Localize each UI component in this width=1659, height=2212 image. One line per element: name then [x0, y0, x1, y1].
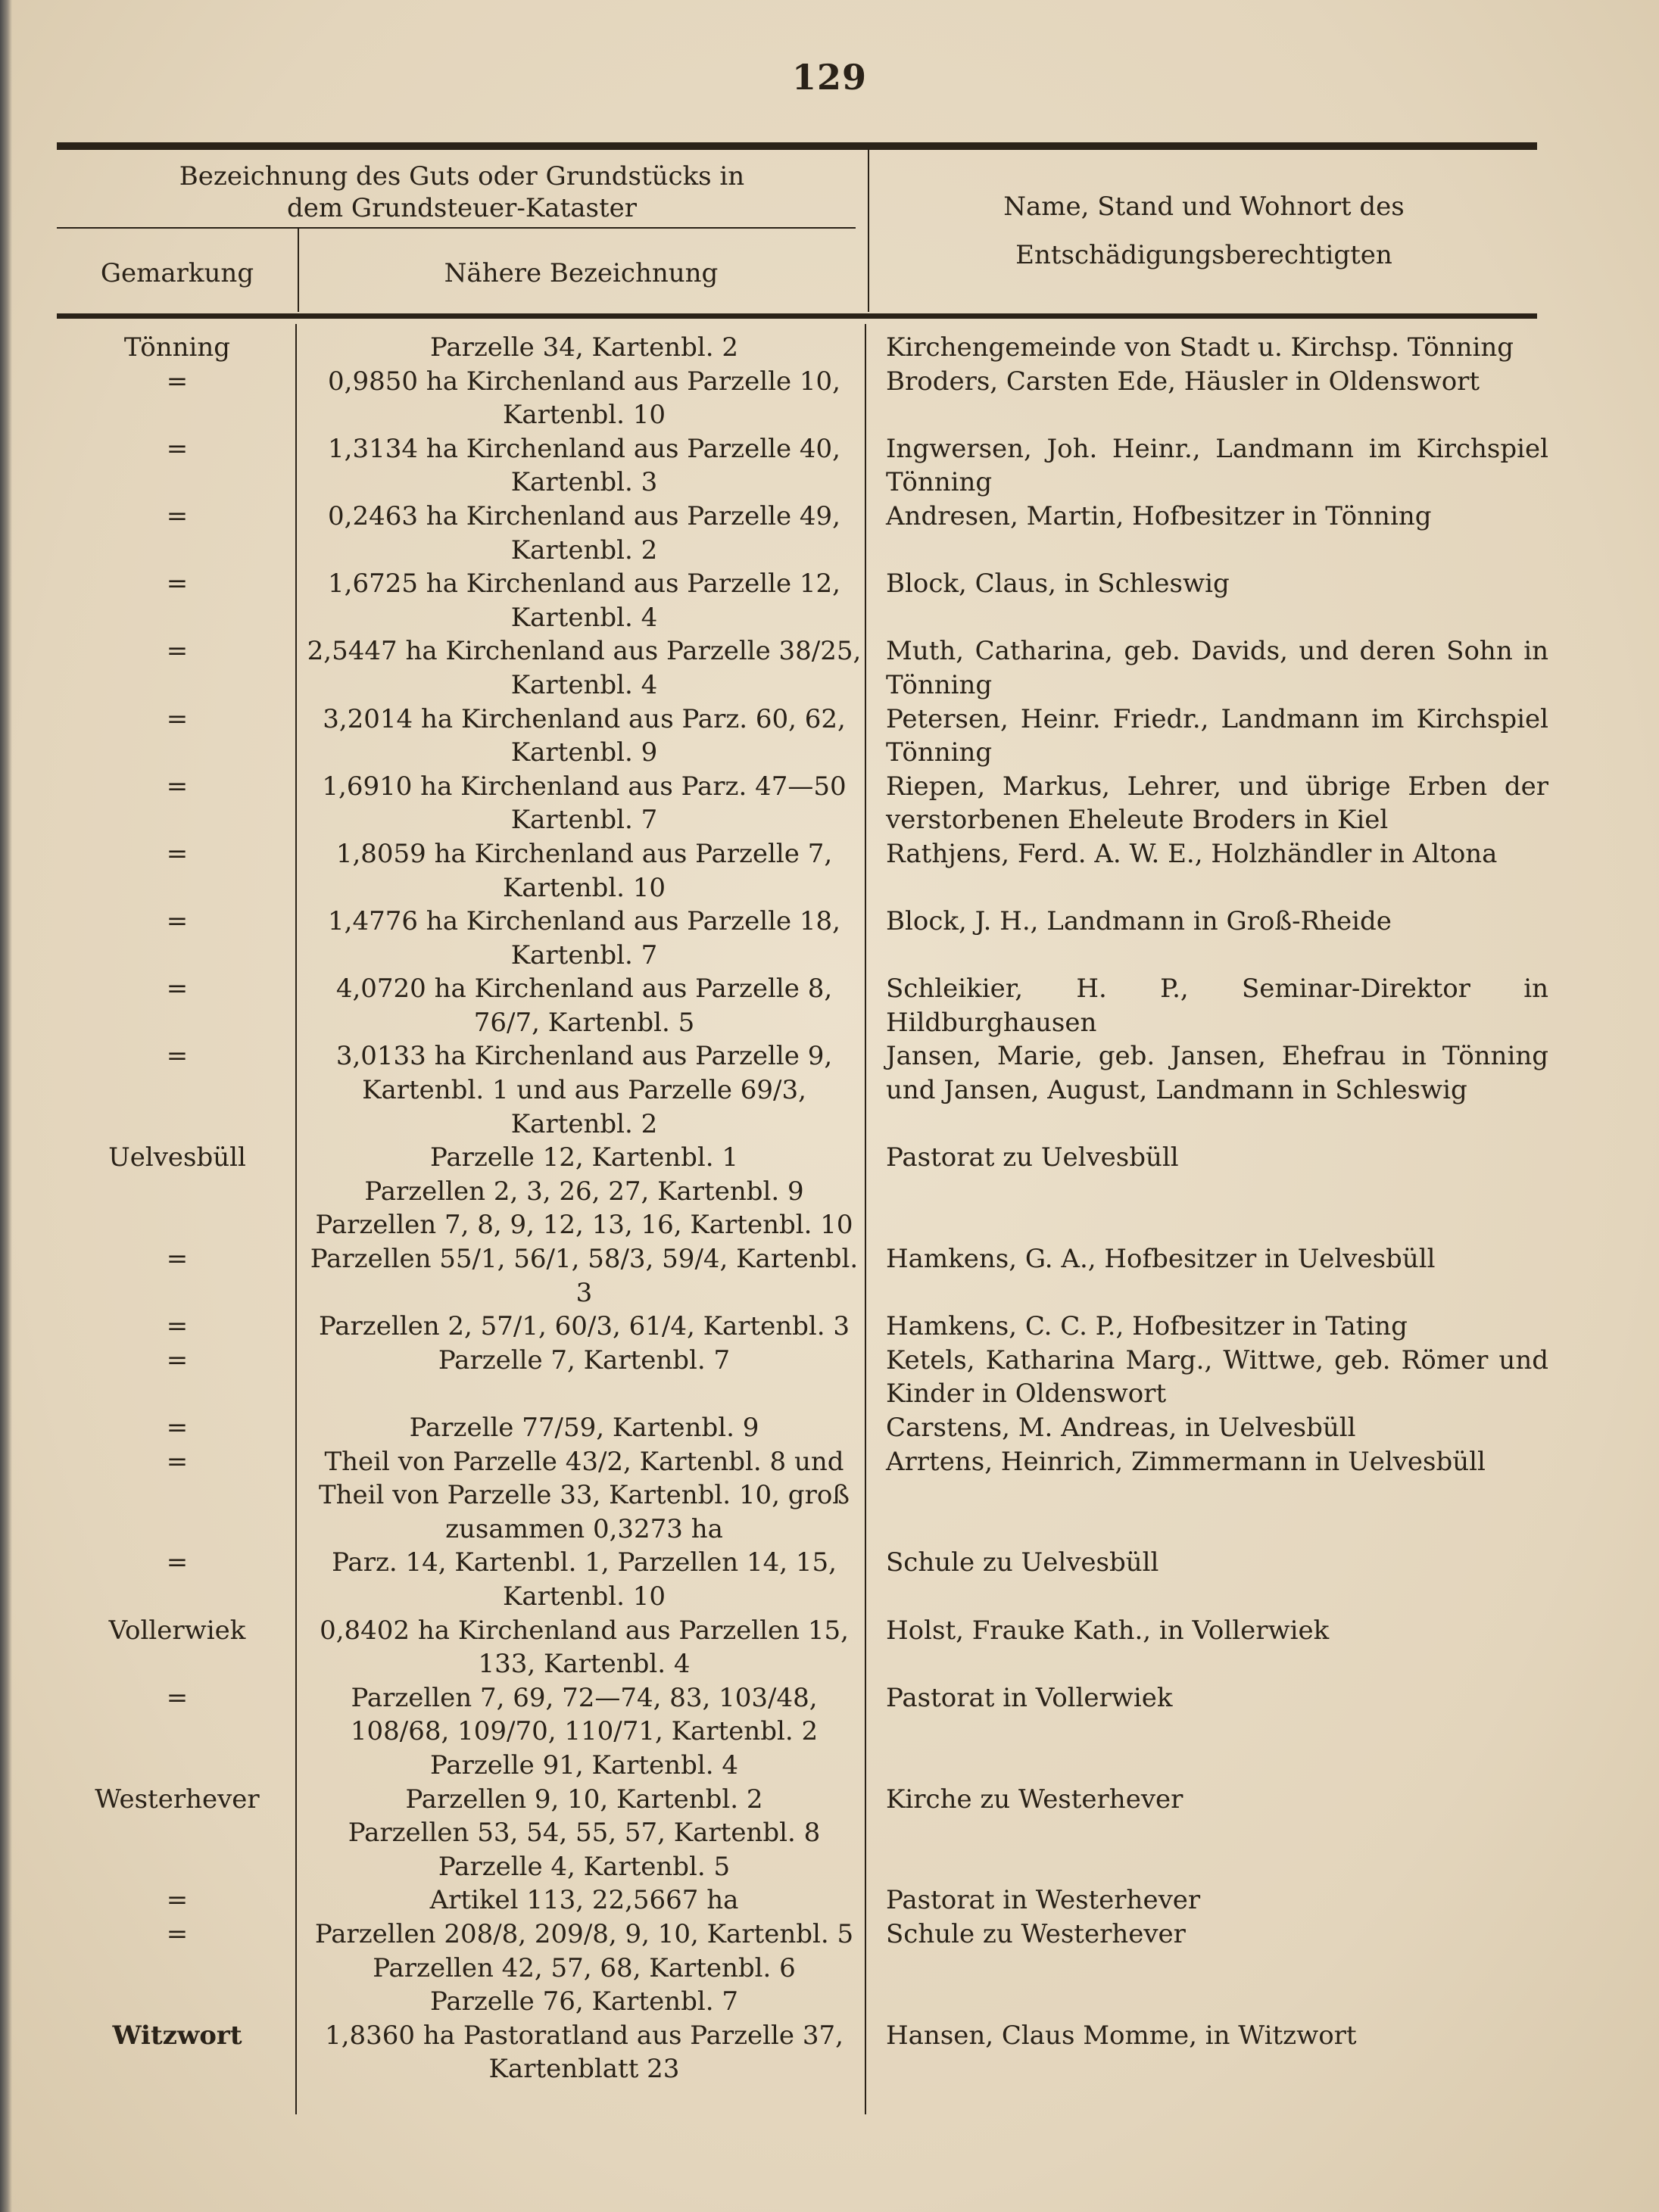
bezeichnung-cell: 0,8402 ha Kirchenland aus Parzellen 15, 133, Kartenbl. 4 — [320, 1615, 849, 1680]
name-cell: Block, Claus, in Schleswig — [886, 569, 1230, 600]
bezeichnung-cell: Parzellen 2, 3, 26, 27, Kartenbl. 9 — [364, 1176, 804, 1207]
gemarkung-cell: Vollerwiek — [108, 1615, 246, 1646]
table-row — [57, 634, 1548, 702]
table-row — [57, 432, 1548, 500]
header-group-title-line1: Bezeichnung des Guts oder Grundstücks in — [179, 161, 745, 192]
table-row — [57, 1242, 1548, 1310]
table-row — [57, 1952, 1548, 1986]
bezeichnung-cell: Parzelle 12, Kartenbl. 1 — [430, 1142, 738, 1173]
header-gemarkung: Gemarkung — [100, 258, 254, 288]
bezeichnung-cell: Parzelle 34, Kartenbl. 2 — [430, 332, 738, 363]
gemarkung-cell: = — [166, 1244, 189, 1275]
bezeichnung-cell: Parzelle 7, Kartenbl. 7 — [438, 1344, 731, 1375]
header-name-line1: Name, Stand und Wohnort des — [1003, 192, 1405, 222]
gemarkung-cell: = — [166, 636, 189, 667]
bezeichnung-cell: Parzellen 7, 69, 72—74, 83, 103/48, 108/68, 109/70, 110/71, Kartenbl. 2 — [350, 1682, 819, 1747]
bezeichnung-cell: 4,0720 ha Kirchenland aus Parzelle 8, 76/7, Kartenbl. 5 — [335, 974, 833, 1038]
name-cell: Kirchengemeinde von Stadt u. Kirchsp. Tönning — [886, 332, 1514, 363]
gemarkung-cell: = — [166, 1041, 189, 1072]
bezeichnung-cell: 1,6725 ha Kirchenland aus Parzelle 12, Kartenbl. 4 — [328, 569, 840, 633]
table-row — [57, 703, 1548, 770]
bezeichnung-cell: 1,6910 ha Kirchenland aus Parz. 47—50 Kartenbl. 7 — [322, 771, 847, 836]
name-cell: Pastorat in Westerhever — [886, 1885, 1201, 1916]
table-row — [57, 1816, 1548, 1850]
bezeichnung-cell: Parzelle 76, Kartenbl. 7 — [430, 1986, 738, 2017]
gemarkung-cell: Westerhever — [95, 1784, 260, 1815]
table-row — [57, 1918, 1548, 1952]
gemarkung-cell: = — [166, 1344, 189, 1375]
gemarkung-cell: = — [166, 500, 189, 531]
top-rule — [57, 142, 1537, 150]
table-row — [57, 1039, 1548, 1141]
name-cell: Block, J. H., Landmann in Groß-Rheide — [886, 906, 1392, 937]
table-row — [57, 1883, 1548, 1918]
name-cell: Pastorat in Vollerwiek — [886, 1682, 1173, 1713]
gemarkung-cell: = — [166, 1885, 189, 1916]
gemarkung-cell: Tönning — [123, 332, 231, 363]
bezeichnung-cell: Parzellen 9, 10, Kartenbl. 2 — [405, 1784, 763, 1815]
table-row — [57, 1310, 1548, 1344]
bezeichnung-cell: 1,4776 ha Kirchenland aus Parzelle 18, Kartenbl. 7 — [328, 906, 840, 970]
name-cell: Holst, Frauke Kath., in Vollerwiek — [886, 1615, 1330, 1646]
bezeichnung-cell: Parzelle 91, Kartenbl. 4 — [430, 1749, 738, 1781]
gemarkung-cell: = — [166, 569, 189, 600]
bezeichnung-cell: Parzellen 55/1, 56/1, 58/3, 59/4, Kartenbl. 3 — [310, 1244, 859, 1308]
table-row — [57, 1445, 1548, 1547]
table-row — [57, 567, 1548, 634]
gemarkung-cell: = — [166, 1547, 189, 1578]
gemarkung-cell: = — [166, 1311, 189, 1342]
bezeichnung-cell: Parzellen 42, 57, 68, Kartenbl. 6 — [373, 1952, 796, 1983]
bezeichnung-cell: 1,8059 ha Kirchenland aus Parzelle 7, Kartenbl. 10 — [335, 838, 833, 903]
name-cell: Carstens, M. Andreas, in Uelvesbüll — [886, 1413, 1356, 1443]
header-bottom-rule — [57, 313, 1537, 319]
table-row — [57, 972, 1548, 1039]
bezeichnung-cell: Parzellen 7, 8, 9, 12, 13, 16, Kartenbl. 10 — [315, 1210, 853, 1241]
table-row — [57, 1614, 1548, 1681]
table-row — [57, 2019, 1548, 2086]
bezeichnung-cell: Parz. 14, Kartenbl. 1, Parzellen 14, 15, Kartenbl. 10 — [332, 1547, 837, 1612]
name-cell: Hansen, Claus Momme, in Witzwort — [886, 2020, 1357, 2051]
bezeichnung-cell: 2,5447 ha Kirchenland aus Parzelle 38/25, Kartenbl. 4 — [307, 636, 862, 700]
bezeichnung-cell: Parzelle 4, Kartenbl. 5 — [438, 1851, 731, 1882]
table-row — [57, 1141, 1548, 1175]
gemarkung-cell: Uelvesbüll — [108, 1142, 246, 1173]
table-row — [57, 1344, 1548, 1411]
name-cell: Schleikier, H. P., Seminar-Direktor in Hildburghausen — [886, 974, 1548, 1038]
name-cell: Riepen, Markus, Lehrer, und übrige Erben der verstorbenen Eheleute Broders in Kiel — [886, 771, 1548, 836]
name-cell: Rathjens, Ferd. A. W. E., Holzhändler in Altona — [886, 838, 1498, 869]
gemarkung-cell: = — [166, 906, 189, 937]
header-divider-1 — [298, 229, 299, 312]
name-cell: Ketels, Katharina Marg., Wittwe, geb. Römer und Kinder in Oldenswort — [886, 1344, 1548, 1410]
name-cell: Kirche zu Westerhever — [886, 1784, 1183, 1815]
bezeichnung-cell: 1,8360 ha Pastoratland aus Parzelle 37, Kartenblatt 23 — [325, 2020, 844, 2085]
table-row — [57, 1681, 1548, 1749]
table-row — [57, 365, 1548, 432]
table-row — [57, 1175, 1548, 1209]
bezeichnung-cell: 3,0133 ha Kirchenland aus Parzelle 9, Kartenbl. 1 und aus Parzelle 69/3, Kartenbl. 2 — [335, 1041, 833, 1139]
table-row — [57, 1546, 1548, 1613]
table-row — [57, 1411, 1548, 1445]
name-cell: Schule zu Uelvesbüll — [886, 1547, 1159, 1578]
table-row — [57, 1208, 1548, 1242]
bezeichnung-cell: Parzellen 2, 57/1, 60/3, 61/4, Kartenbl. 3 — [318, 1311, 850, 1342]
gemarkung-cell: Witzwort — [112, 2020, 242, 2051]
name-cell: Pastorat zu Uelvesbüll — [886, 1142, 1179, 1173]
table-row — [57, 905, 1548, 972]
page-number: 129 — [791, 57, 868, 98]
bezeichnung-cell: Parzelle 77/59, Kartenbl. 9 — [409, 1413, 759, 1443]
name-cell: Ingwersen, Joh. Heinr., Landmann im Kirchspiel Tönning — [886, 433, 1548, 498]
name-cell: Hamkens, G. A., Hofbesitzer in Uelvesbüll — [886, 1244, 1436, 1275]
name-cell: Schule zu Westerhever — [886, 1918, 1186, 1949]
bezeichnung-cell: Parzellen 208/8, 209/8, 9, 10, Kartenbl. 5 — [314, 1918, 854, 1949]
bezeichnung-cell: Parzellen 53, 54, 55, 57, Kartenbl. 8 — [348, 1818, 821, 1849]
gemarkung-cell: = — [166, 1413, 189, 1443]
table-row — [57, 500, 1548, 567]
table-row — [57, 837, 1548, 905]
bezeichnung-cell: 0,2463 ha Kirchenland aus Parzelle 49, Kartenbl. 2 — [328, 500, 840, 565]
bezeichnung-cell: Artikel 113, 22,5667 ha — [429, 1885, 739, 1916]
table-row — [57, 770, 1548, 837]
gemarkung-cell: = — [166, 974, 189, 1005]
name-cell: Jansen, Marie, geb. Jansen, Ehefrau in Tönning und Jansen, August, Landmann in Schleswig — [886, 1041, 1548, 1106]
table-row — [57, 331, 1548, 365]
gemarkung-cell: = — [166, 1682, 189, 1713]
bezeichnung-cell: 1,3134 ha Kirchenland aus Parzelle 40, Kartenbl. 3 — [328, 433, 840, 498]
gemarkung-cell: = — [166, 433, 189, 464]
name-cell: Arrtens, Heinrich, Zimmermann in Uelvesbüll — [886, 1446, 1486, 1477]
table-row — [57, 1850, 1548, 1884]
name-cell: Petersen, Heinr. Friedr., Landmann im Kirchspiel Tönning — [886, 703, 1548, 768]
name-cell: Hamkens, C. C. P., Hofbesitzer in Tating — [886, 1311, 1408, 1342]
table-row — [57, 1783, 1548, 1817]
entries-table — [57, 331, 1548, 2086]
gemarkung-cell: = — [166, 703, 189, 734]
header-group-title-line2: dem Grundsteuer-Kataster — [287, 193, 637, 223]
gemarkung-cell: = — [166, 771, 189, 802]
header-group-underline — [57, 227, 856, 229]
name-cell: Broders, Carsten Ede, Häusler in Oldenswort — [886, 366, 1480, 397]
bezeichnung-cell: 0,9850 ha Kirchenland aus Parzelle 10, Kartenbl. 10 — [328, 366, 840, 431]
bezeichnung-cell: 3,2014 ha Kirchenland aus Parz. 60, 62, Kartenbl. 9 — [323, 703, 846, 768]
header-name-line2: Entschädigungsberechtigten — [1015, 240, 1392, 270]
name-cell: Andresen, Martin, Hofbesitzer in Tönning — [886, 500, 1432, 531]
gemarkung-cell: = — [166, 838, 189, 869]
table-row — [57, 1749, 1548, 1783]
book-spine-shadow — [0, 0, 12, 2212]
gemarkung-cell: = — [166, 366, 189, 397]
header-naehere-bezeichnung: Nähere Bezeichnung — [444, 258, 719, 288]
bezeichnung-cell: Theil von Parzelle 43/2, Kartenbl. 8 und Theil von Parzelle 33, Kartenbl. 10, groß zusammen 0,3273 ha — [318, 1446, 850, 1544]
gemarkung-cell: = — [166, 1918, 189, 1949]
table-row — [57, 1985, 1548, 2019]
gemarkung-cell: = — [166, 1446, 189, 1477]
name-cell: Muth, Catharina, geb. Davids, und deren Sohn in Tönning — [886, 636, 1548, 700]
header-divider-2 — [868, 150, 869, 312]
